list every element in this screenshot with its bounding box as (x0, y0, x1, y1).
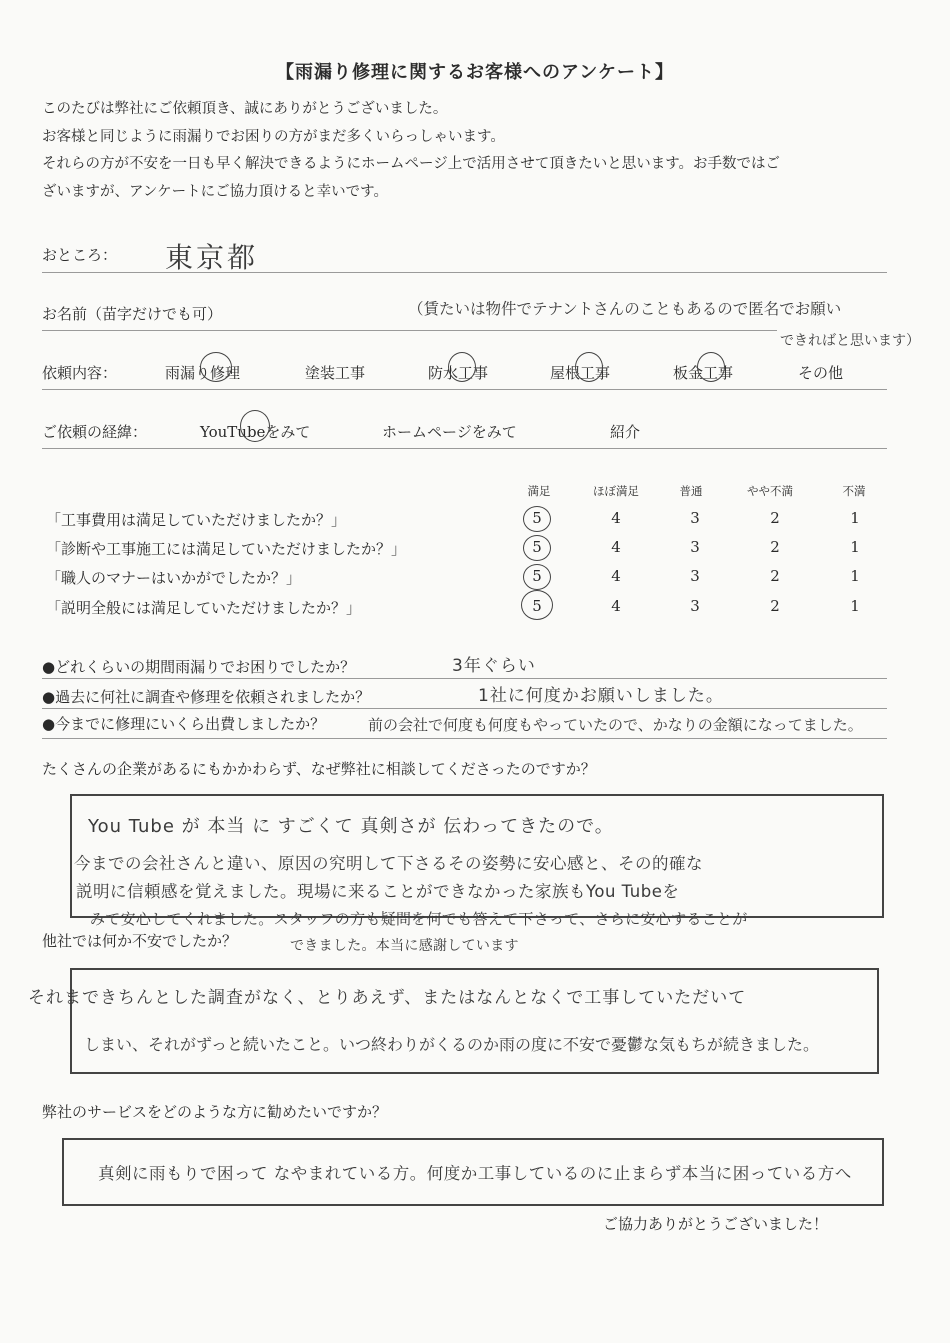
selection-mark (697, 352, 725, 382)
bullet-line (42, 708, 887, 709)
rating-value: 1 (850, 538, 860, 556)
intro-line: お客様と同じように雨漏りでお困りの方がまだ多くいらっしゃいます。 (42, 128, 505, 145)
rating-value: 3 (690, 509, 700, 527)
survey-title: 【雨漏り修理に関するお客様へのアンケート】 (276, 62, 674, 83)
selection-mark (575, 352, 603, 382)
option-sonota: その他 (798, 364, 844, 382)
option-yane: 屋根工事 (550, 364, 611, 382)
bullet-line (42, 738, 887, 739)
rating-value: 2 (770, 597, 780, 615)
intro-line: ざいますが、アンケートにご協力頂けると幸いです。 (42, 183, 388, 200)
bullet-question: ●今までに修理にいくら出費しましたか？ (42, 715, 326, 733)
answer-line: 説明に信頼感を覚えました。現場に来ることができなかった家族もYou Tubeを (76, 882, 680, 901)
rating-value: 5 (532, 597, 542, 615)
scale-label: 普通 (679, 484, 703, 498)
address-label: おところ： (42, 246, 118, 264)
intro-line: このたびは弊社にご依頼頂き、誠にありがとうございました。 (42, 101, 448, 117)
reason-question: たくさんの企業があるにもかかわらず、なぜ弊社に相談してくださったのですか？ (42, 760, 596, 778)
bullet-question: ●過去に何社に調査や修理を依頼されましたか？ (42, 688, 371, 706)
answer-line: みて安心してくれました。スタッフの方も疑問を何でも答えて下さって、さらに安心することが (90, 910, 748, 928)
rating-value: 1 (850, 509, 860, 527)
option-bousui: 防水工事 (428, 364, 489, 382)
answer-line: しまい、それがずっと続いたこと。いつ終わりがくるのか雨の度に不安で憂鬱な気もちが続きました。 (84, 1035, 820, 1054)
option-amamori: 雨漏り修理 (165, 364, 241, 382)
option-shoukai: 紹介 (610, 423, 641, 441)
rating-value: 5 (532, 538, 542, 556)
scale-label: やや不満 (747, 484, 793, 498)
scale-label: ほぼ満足 (593, 484, 639, 498)
answer-circle (523, 535, 551, 561)
request-line (42, 389, 887, 390)
rating-value: 4 (611, 538, 621, 556)
request-label: 依頼内容： (42, 364, 118, 382)
answer-circle (521, 590, 553, 620)
rating-value: 3 (690, 597, 700, 615)
rating-value: 2 (770, 567, 780, 585)
rating-value: 2 (770, 509, 780, 527)
closing-text: ご協力ありがとうございました！ (603, 1215, 829, 1233)
rating-value: 1 (850, 567, 860, 585)
rating-value: 1 (850, 597, 860, 615)
worry-question: 他社では何か不安でしたか？ (42, 932, 238, 950)
rating-value: 4 (611, 597, 621, 615)
scale-label: 満足 (527, 484, 551, 498)
bullet-line (42, 678, 887, 679)
address-value: 東京都 (165, 241, 259, 274)
rating-question: 「説明全般には満足していただけましたか？」 (46, 599, 362, 617)
selection-mark (200, 352, 232, 382)
name-note-2: できればと思います） (780, 333, 920, 349)
option-tosou: 塗装工事 (305, 364, 366, 382)
option-bankin: 板金工事 (673, 364, 734, 382)
answer-line: それまできちんとした調査がなく、とりあえず、またはなんとなくで工事していただいて (28, 988, 747, 1008)
address-line (42, 272, 887, 273)
intro-line: それらの方が不安を一日も早く解決できるようにホームページ上で活用させて頂きたいと思います。お手数ではご (42, 156, 781, 172)
rating-value: 4 (611, 509, 621, 527)
scale-label: 不満 (842, 484, 866, 498)
name-label: お名前（苗字だけでも可） (42, 305, 223, 323)
answer-circle (523, 564, 551, 590)
rating-value: 3 (690, 538, 700, 556)
source-line (42, 448, 887, 449)
rating-value: 2 (770, 538, 780, 556)
rating-value: 5 (532, 567, 542, 585)
rating-value: 4 (611, 567, 621, 585)
selection-mark (448, 352, 476, 382)
intro-text (42, 96, 912, 206)
answer-text: 真剣に雨もりで困って なやまれている方。何度か工事しているのに止まらず本当に困っている方へ (98, 1164, 852, 1183)
source-label: ご依頼の経緯： (42, 423, 148, 441)
selection-mark (240, 410, 270, 442)
answer-line: できました。本当に感謝しています (290, 938, 519, 954)
name-line (42, 330, 777, 331)
option-youtube: YouTubeをみて (200, 423, 311, 441)
name-note: （賃たいは物件でテナントさんのこともあるので匿名でお願い (408, 300, 842, 318)
option-homepage: ホームページをみて (382, 423, 517, 441)
rating-value: 3 (690, 567, 700, 585)
answer-circle (523, 506, 551, 532)
answer-line: 今までの会社さんと違い、原因の究明して下さるその姿勢に安心感と、その的確な (74, 854, 703, 873)
bullet-answer: 前の会社で何度も何度もやっていたので、かなりの金額になってました。 (368, 716, 863, 734)
rating-value: 5 (532, 509, 542, 527)
rating-question: 「工事費用は満足していただけましたか？」 (46, 511, 347, 529)
rating-question: 「職人のマナーはいかがでしたか？」 (46, 569, 302, 587)
bullet-question: ●どれくらいの期間雨漏りでお困りでしたか？ (42, 658, 356, 676)
bullet-answer: 1社に何度かお願いしました。 (478, 686, 724, 706)
answer-line: You Tube が 本当 に すごくて 真剣さが 伝わってきたので。 (88, 816, 614, 837)
recommend-question: 弊社のサービスをどのような方に勧めたいですか？ (42, 1103, 388, 1121)
rating-question: 「診断や工事施工には満足していただけましたか？」 (46, 540, 407, 558)
bullet-answer: 3年ぐらい (452, 656, 536, 676)
